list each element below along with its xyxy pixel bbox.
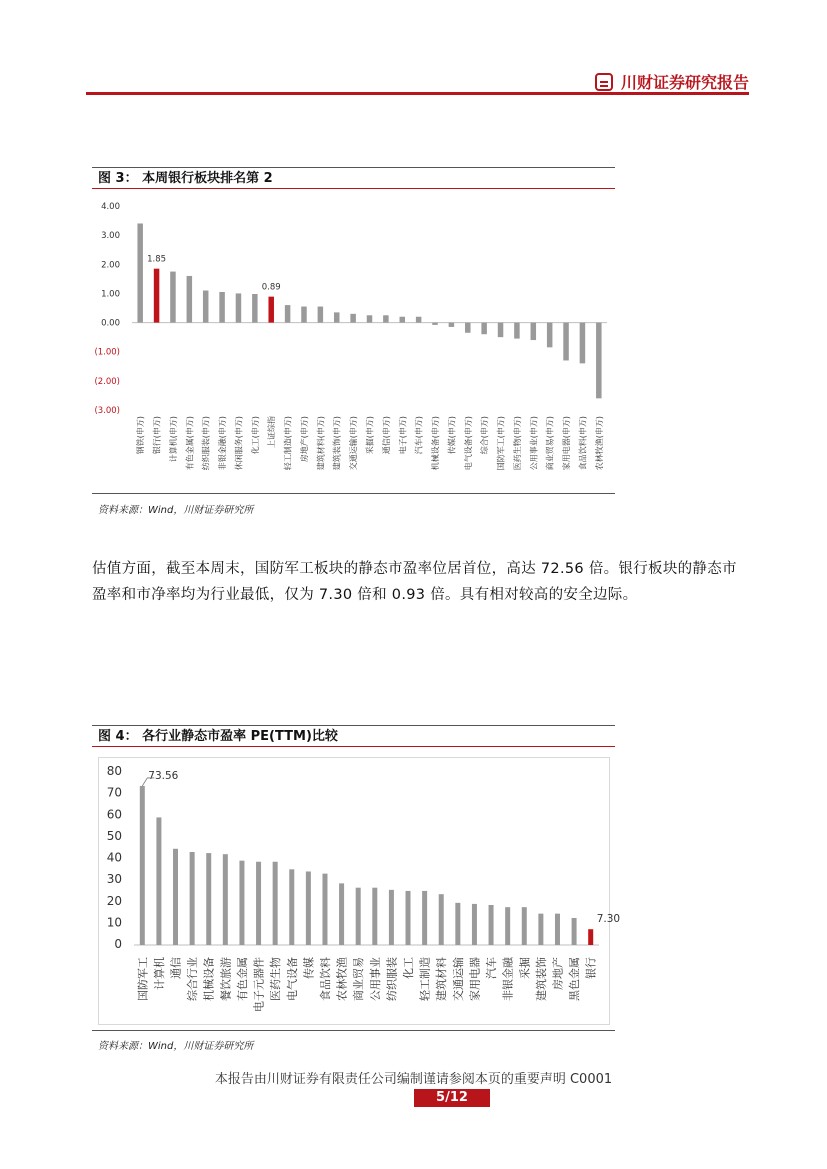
bar — [465, 323, 471, 333]
data-label: 7.30 — [596, 913, 621, 926]
x-category-label: 房地产 — [551, 957, 565, 990]
brand-logo-icon — [595, 73, 613, 91]
x-category-label: 建筑材料 — [435, 957, 449, 1001]
bar — [455, 903, 460, 945]
bar — [563, 323, 569, 361]
y-tick-label: 10 — [106, 915, 122, 930]
bar — [439, 894, 444, 945]
y-tick-label: 0.00 — [101, 318, 120, 329]
bar — [203, 291, 209, 323]
bar — [572, 918, 577, 945]
y-tick-label: 2.00 — [101, 260, 120, 271]
x-category-label: 食品饮料 — [318, 957, 332, 1001]
bar — [154, 269, 160, 323]
x-category-label: 黑色金属 — [568, 957, 582, 1001]
y-tick-label: 0 — [114, 937, 122, 951]
x-category-label: 家用电器 — [468, 957, 482, 1001]
x-category-label: 交通运输(申万) — [349, 416, 359, 471]
bar — [580, 323, 586, 364]
figure4-title: 图 4： 各行业静态市盈率 PE(TTM)比较 — [92, 725, 615, 747]
bar — [268, 297, 274, 323]
x-category-label: 国防军工(申万) — [496, 416, 506, 471]
bar — [367, 315, 373, 322]
x-category-label: 纺织服装 — [385, 957, 399, 1001]
x-category-label: 有色金属 — [235, 957, 249, 1001]
y-tick-label: 80 — [106, 764, 122, 778]
bar — [505, 907, 510, 945]
figure4-bottom-rule — [92, 1030, 615, 1031]
x-category-label: 银行(申万) — [152, 416, 162, 455]
figure4-chart — [92, 757, 621, 1027]
x-category-label: 建筑装饰(申万) — [332, 416, 342, 471]
y-tick-label: 3.00 — [101, 231, 120, 242]
header-rule — [86, 92, 749, 95]
bar — [588, 929, 593, 945]
bar — [356, 888, 361, 945]
x-category-label: 公用事业 — [368, 957, 382, 1001]
x-category-label: 化工 — [402, 957, 416, 979]
y-tick-label: 30 — [106, 872, 122, 887]
bar — [514, 323, 520, 339]
x-category-label: 纺织服装(申万) — [201, 416, 211, 471]
x-category-label: 餐饮旅游 — [219, 957, 233, 1001]
x-category-label: 电子元器件 — [252, 957, 266, 1012]
bar — [350, 314, 356, 323]
bar — [289, 869, 294, 945]
data-label: 0.89 — [261, 282, 281, 293]
figure3-chart — [92, 190, 615, 492]
x-category-label: 休闲服务(申万) — [234, 416, 244, 471]
bar — [489, 905, 494, 945]
bar — [406, 891, 411, 945]
x-category-label: 电气设备 — [285, 957, 299, 1001]
x-category-label: 计算机 — [152, 957, 166, 990]
x-category-label: 电子(申万) — [398, 416, 408, 455]
x-category-label: 机械设备 — [202, 957, 216, 1001]
x-category-label: 交通运输 — [451, 957, 465, 1001]
bar — [190, 852, 195, 945]
y-tick-label: 70 — [106, 785, 122, 800]
data-label: 73.56 — [148, 769, 179, 782]
footer-disclaimer: 本报告由川财证券有限责任公司编制谨请参阅本页的重要声明 C0001 — [214, 1072, 613, 1087]
x-category-label: 医药生物(申万) — [512, 416, 522, 471]
y-tick-label: 4.00 — [101, 202, 120, 212]
y-tick-label: (3.00) — [94, 406, 120, 416]
x-category-label: 机械设备(申万) — [431, 416, 441, 471]
y-tick-label: 60 — [106, 807, 122, 822]
bar — [522, 907, 527, 945]
bar — [422, 891, 427, 945]
x-category-label: 农林牧渔(申万) — [594, 415, 604, 471]
bar — [322, 874, 327, 945]
y-tick-label: 20 — [106, 893, 122, 908]
x-category-label: 公用事业(申万) — [529, 416, 539, 471]
x-category-label: 综合(申万) — [480, 416, 490, 455]
x-category-label: 有色金属(申万) — [185, 416, 195, 471]
figure3-title: 图 3： 本周银行板块排名第 2 — [92, 167, 615, 189]
bar — [389, 890, 394, 945]
x-category-label: 汽车 — [485, 957, 499, 979]
brand-header — [595, 70, 749, 93]
x-category-label: 通信 — [169, 957, 183, 979]
x-category-label: 建筑装饰 — [534, 957, 548, 1001]
bar — [170, 272, 176, 323]
x-category-label: 食品饮料(申万) — [578, 416, 588, 471]
body-paragraph: 估值方面，截至本周末，国防军工板块的静态市盈率位居首位，高达 72.56 倍。银行板块的静态市盈率和市净率均为行业最低，仅为 7.30 倍和 0.93 倍。具有相对较高的安全边际。 — [92, 561, 737, 603]
x-category-label: 医药生物 — [269, 957, 283, 1001]
bar — [223, 854, 228, 945]
x-category-label: 商业贸易 — [352, 957, 366, 1001]
x-category-label: 通信(申万) — [381, 416, 391, 455]
figure4-source: 资料来源：Wind，川财证券研究所 — [98, 1041, 254, 1052]
y-tick-label: (1.00) — [94, 347, 120, 358]
x-category-label: 传媒(申万) — [447, 416, 457, 455]
bar — [383, 315, 389, 322]
bar — [252, 294, 258, 323]
bar — [140, 786, 145, 945]
x-category-label: 家用电器(申万) — [562, 416, 572, 471]
bar — [334, 312, 340, 322]
bar — [339, 883, 344, 945]
bar — [555, 914, 560, 945]
bar — [206, 853, 211, 945]
x-category-label: 银行 — [584, 957, 598, 979]
bar — [285, 305, 291, 322]
bar — [449, 323, 455, 327]
x-category-label: 上证综指 — [267, 416, 277, 448]
x-category-label: 非银金融(申万) — [218, 416, 228, 471]
bar — [547, 323, 553, 348]
x-category-label: 农林牧渔 — [335, 957, 349, 1001]
x-category-label: 传媒 — [302, 957, 316, 979]
bar — [498, 323, 504, 338]
x-category-label: 汽车(申万) — [414, 416, 424, 455]
x-category-label: 综合行业 — [186, 957, 200, 1001]
y-tick-label: 1.00 — [101, 289, 120, 300]
x-category-label: 采掘(申万) — [365, 416, 375, 455]
bar — [372, 888, 377, 945]
data-label: 1.85 — [147, 254, 167, 265]
bar — [236, 293, 242, 322]
x-category-label: 轻工制造 — [418, 957, 432, 1001]
bar — [472, 904, 477, 945]
brand-name: 川财证券研究报告 — [620, 73, 749, 92]
bar — [531, 323, 537, 340]
bar — [301, 307, 307, 323]
x-category-label: 建筑材料(申万) — [316, 416, 326, 471]
bar — [400, 317, 406, 323]
bar — [187, 276, 193, 323]
bar — [538, 914, 543, 945]
x-category-label: 化工(申万) — [250, 416, 260, 455]
figure3-bottom-rule — [92, 493, 615, 494]
bar — [273, 862, 278, 945]
page-number: 5/12 — [414, 1089, 490, 1107]
bar — [256, 862, 261, 945]
bar — [219, 292, 225, 323]
bar — [481, 323, 487, 335]
bar — [416, 317, 422, 323]
bar — [137, 223, 143, 322]
bar — [596, 323, 602, 399]
x-category-label: 轻工制造(申万) — [283, 416, 293, 471]
y-tick-label: 40 — [106, 850, 122, 865]
x-category-label: 采掘 — [518, 957, 532, 979]
y-tick-label: (2.00) — [94, 376, 120, 387]
bar — [239, 861, 244, 945]
x-category-label: 国防军工 — [136, 957, 150, 1001]
x-category-label: 计算机(申万) — [168, 416, 178, 463]
figure3-source: 资料来源：Wind，川财证券研究所 — [98, 505, 254, 516]
bar — [318, 307, 324, 323]
bar — [432, 323, 438, 325]
bar — [156, 817, 161, 945]
x-category-label: 非银金融 — [501, 957, 515, 1001]
x-category-label: 商业贸易(申万) — [545, 416, 555, 471]
bar — [173, 849, 178, 945]
y-tick-label: 50 — [106, 828, 122, 843]
x-category-label: 房地产(申万) — [299, 416, 309, 463]
bar — [306, 871, 311, 945]
x-category-label: 钢铁(申万) — [136, 416, 146, 455]
x-category-label: 电气设备(申万) — [463, 416, 473, 471]
